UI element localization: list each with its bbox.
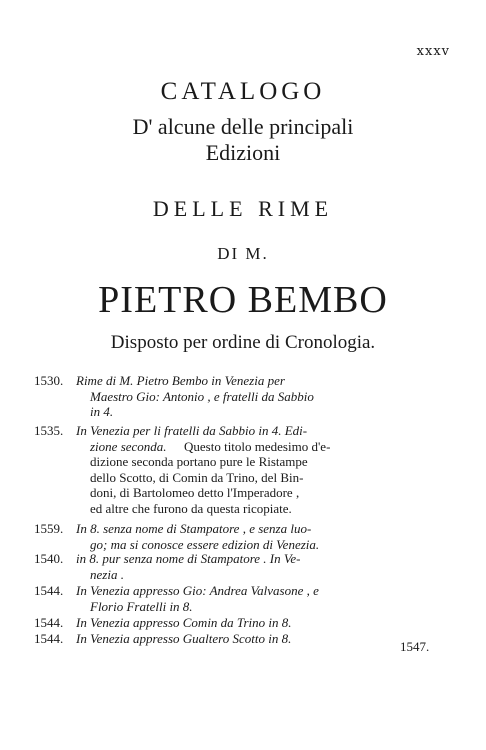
author-name: PIETRO BEMBO xyxy=(98,279,388,321)
entry-line: dizione seconda portano pure le Ristampe xyxy=(90,454,308,470)
signature-mark: xxxv xyxy=(416,44,450,59)
subtitle-line-2: Edizioni xyxy=(205,140,281,165)
entry-line: doni, di Bartolomeo detto l'Imperadore , xyxy=(90,485,300,501)
entry-line: dello Scotto, di Comin da Trino, del Bin- xyxy=(90,469,304,485)
entry-year: 1540. xyxy=(34,551,64,566)
entry-line: In Venezia per li fratelli da Sabbio in 4. Edi- xyxy=(76,423,308,438)
subtitle-line-1: D' alcune delle principali xyxy=(132,114,354,139)
page-title: CATALOGO xyxy=(160,78,326,105)
subtitle-line-4: DI M. xyxy=(217,244,269,263)
entry-year: 1544. xyxy=(34,615,64,630)
entry-year: 1544. xyxy=(34,631,64,646)
subtitle-line-5: Disposto per ordine di Cronologia. xyxy=(110,332,376,353)
entry-year: 1530. xyxy=(34,373,64,388)
entry-line: in 4. xyxy=(90,404,114,420)
entry-line: Questo titolo medesimo d'e- xyxy=(184,438,331,454)
entry-line: Florio Fratelli in 8. xyxy=(90,598,193,614)
entry-line: zione seconda. xyxy=(90,438,167,454)
entry-line: In Venezia appresso Comin da Trino in 8. xyxy=(76,615,292,630)
entry-line: Rime di M. Pietro Bembo in Venezia per xyxy=(76,373,285,388)
entry-year: 1559. xyxy=(34,521,64,536)
subtitle-line-3: DELLE RIME xyxy=(152,196,334,221)
entry-line: In Venezia appresso Gio: Andrea Valvasone , e xyxy=(76,583,319,598)
catchword: 1547. xyxy=(400,639,430,654)
entry-line: go; ma si conosce essere edizion di Venezia. xyxy=(90,536,320,552)
entry-line: In 8. senza nome di Stampatore , e senza luo- xyxy=(76,521,312,536)
entry-line: In Venezia appresso Gualtero Scotto in 8. xyxy=(76,631,292,646)
entry-line: Maestro Gio: Antonio , e fratelli da Sabbio xyxy=(90,388,314,404)
entry-line: in 8. pur senza nome di Stampatore . In Ve- xyxy=(76,551,301,566)
entry-line: ed altre che furono da questa ricopiate. xyxy=(90,501,292,516)
entry-year: 1544. xyxy=(34,583,64,598)
entry-year: 1535. xyxy=(34,423,64,438)
entry-line: nezia . xyxy=(90,566,124,582)
